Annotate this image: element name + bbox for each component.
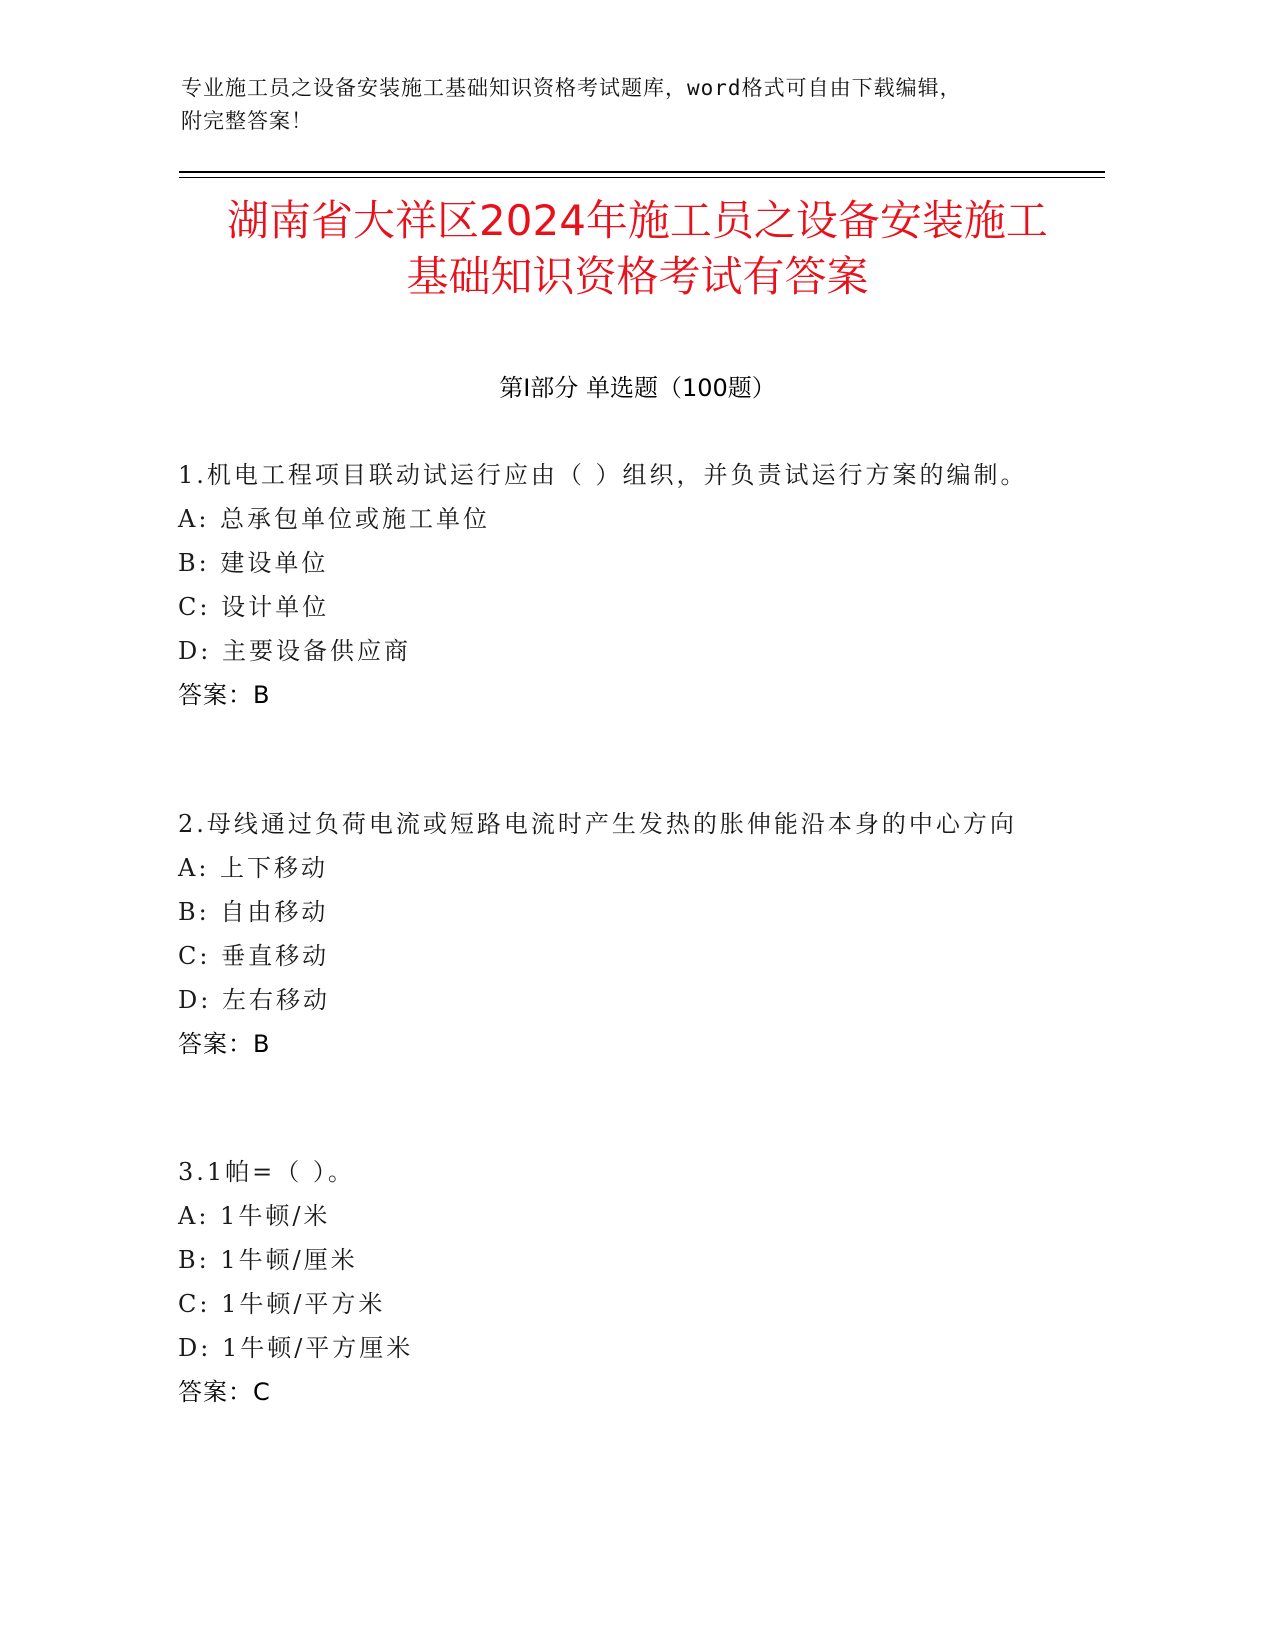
option-b: B: 1牛顿/厘米 [178,1246,358,1274]
document-title-line-2: 基础知识资格考试有答案 [406,252,869,301]
document-title-line-1: 湖南省大祥区2024年施工员之设备安装施工 [227,196,1048,245]
option-d: D: 左右移动 [178,986,330,1014]
question-3 [178,1150,1058,1414]
answer-line: 答案：C [178,1378,271,1406]
option-b: B: 自由移动 [178,898,329,926]
answer-line: 答案：B [178,1030,271,1058]
header-note-line-2: 附完整答案！ [181,109,313,133]
option-a: A: 1牛顿/米 [178,1202,331,1230]
option-d: D: 主要设备供应商 [178,637,411,665]
document-title [160,193,1115,305]
question-stem: 3.1帕=（ ）。 [178,1158,355,1186]
header-note-line-1: 专业施工员之设备安装施工基础知识资格考试题库，word格式可自由下载编辑， [181,76,962,100]
question-2 [178,802,1058,1066]
option-a: A: 总承包单位或施工单位 [178,505,491,533]
option-c: C: 垂直移动 [178,942,330,970]
option-c: C: 1牛顿/平方米 [178,1290,386,1318]
section-heading: 第Ⅰ部分 单选题（100题） [499,374,776,402]
question-stem: 1.机电工程项目联动试运行应由（ ）组织，并负责试运行方案的编制。 [178,461,1028,489]
header-divider-thick [179,171,1105,173]
answer-line: 答案：B [178,681,271,709]
header-note [181,72,1081,138]
option-a: A: 上下移动 [178,854,329,882]
option-b: B: 建设单位 [178,549,329,577]
question-1 [178,453,1058,717]
option-d: D: 1牛顿/平方厘米 [178,1334,414,1362]
option-c: C: 设计单位 [178,593,330,621]
question-stem: 2.母线通过负荷电流或短路电流时产生发热的胀伸能沿本身的中心方向 [178,810,1017,838]
header-divider-thin [179,177,1105,178]
